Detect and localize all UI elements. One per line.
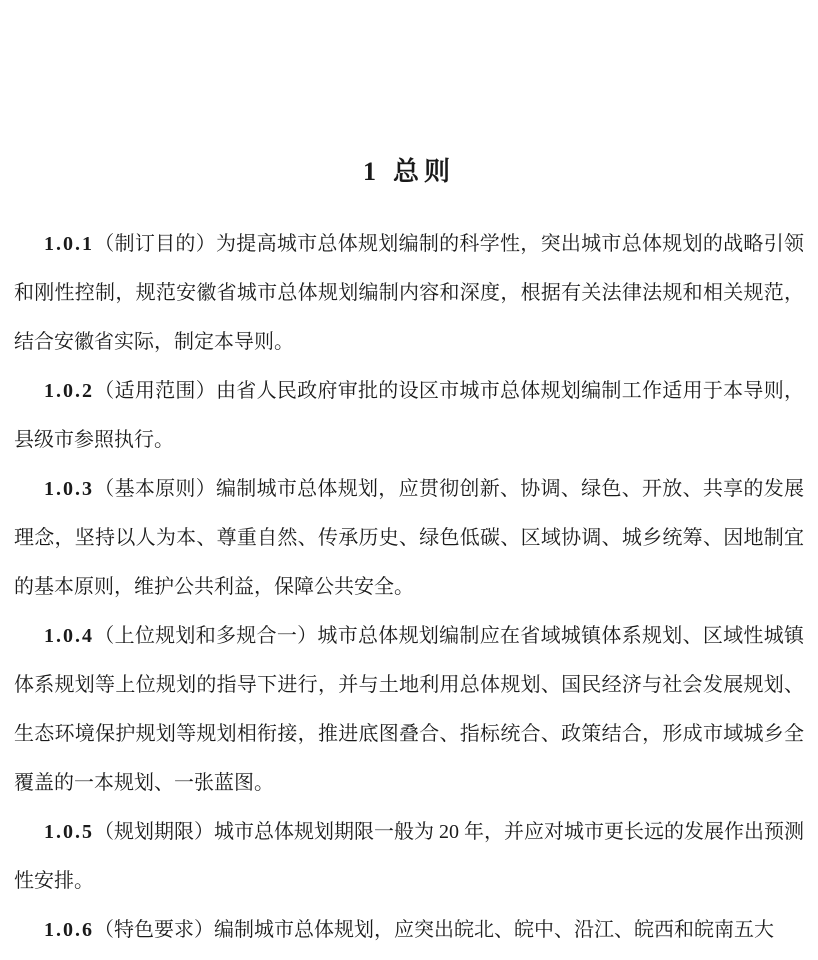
clause-1-0-1 [14,220,804,367]
clause-1-0-3 [14,465,804,612]
clause-number: 1.0.5 [44,821,94,843]
clause-number: 1.0.2 [44,380,94,402]
section-title-text: 总则 [392,157,455,186]
clause-number: 1.0.1 [44,233,94,255]
clause-1-0-6 [14,906,804,955]
clause-text: （上位规划和多规合一）城市总体规划编制应在省域城镇体系规划、区域性城镇体系规划等上位规划的指导下进行，并与土地利用总体规划、国民经济与社会发展规划、生态环境保护规划等规划相衔接，推进底图叠合、指标统合、政策结合，形成市域城乡全覆盖的一本规划、一张蓝图。 [14,625,804,794]
clause-text: （制订目的）为提高城市总体规划编制的科学性，突出城市总体规划的战略引领和刚性控制，规范安徽省城市总体规划编制内容和深度，根据有关法律法规和相关规范，结合安徽省实际，制定本导则。 [14,233,804,353]
page-content [14,0,804,955]
section-title [14,155,804,189]
clause-1-0-2 [14,367,804,465]
clause-number: 1.0.4 [44,625,94,647]
clause-text: （规划期限）城市总体规划期限一般为 20 年，并应对城市更长远的发展作出预测性安排。 [14,821,804,892]
clause-text: （基本原则）编制城市总体规划，应贯彻创新、协调、绿色、开放、共享的发展理念，坚持以人为本、尊重自然、传承历史、绿色低碳、区域协调、城乡统筹、因地制宜的基本原则，维护公共利益，保障公共安全。 [14,478,804,598]
clause-number: 1.0.3 [44,478,94,500]
clause-1-0-5 [14,808,804,906]
clause-text: （适用范围）由省人民政府审批的设区市城市总体规划编制工作适用于本导则，县级市参照执行。 [14,380,804,451]
clause-1-0-4 [14,612,804,808]
clause-number: 1.0.6 [44,919,94,941]
section-number: 1 [362,157,376,186]
clause-text: （特色要求）编制城市总体规划，应突出皖北、皖中、沿江、皖西和皖南五大 [94,919,774,941]
clause-list [14,220,804,955]
